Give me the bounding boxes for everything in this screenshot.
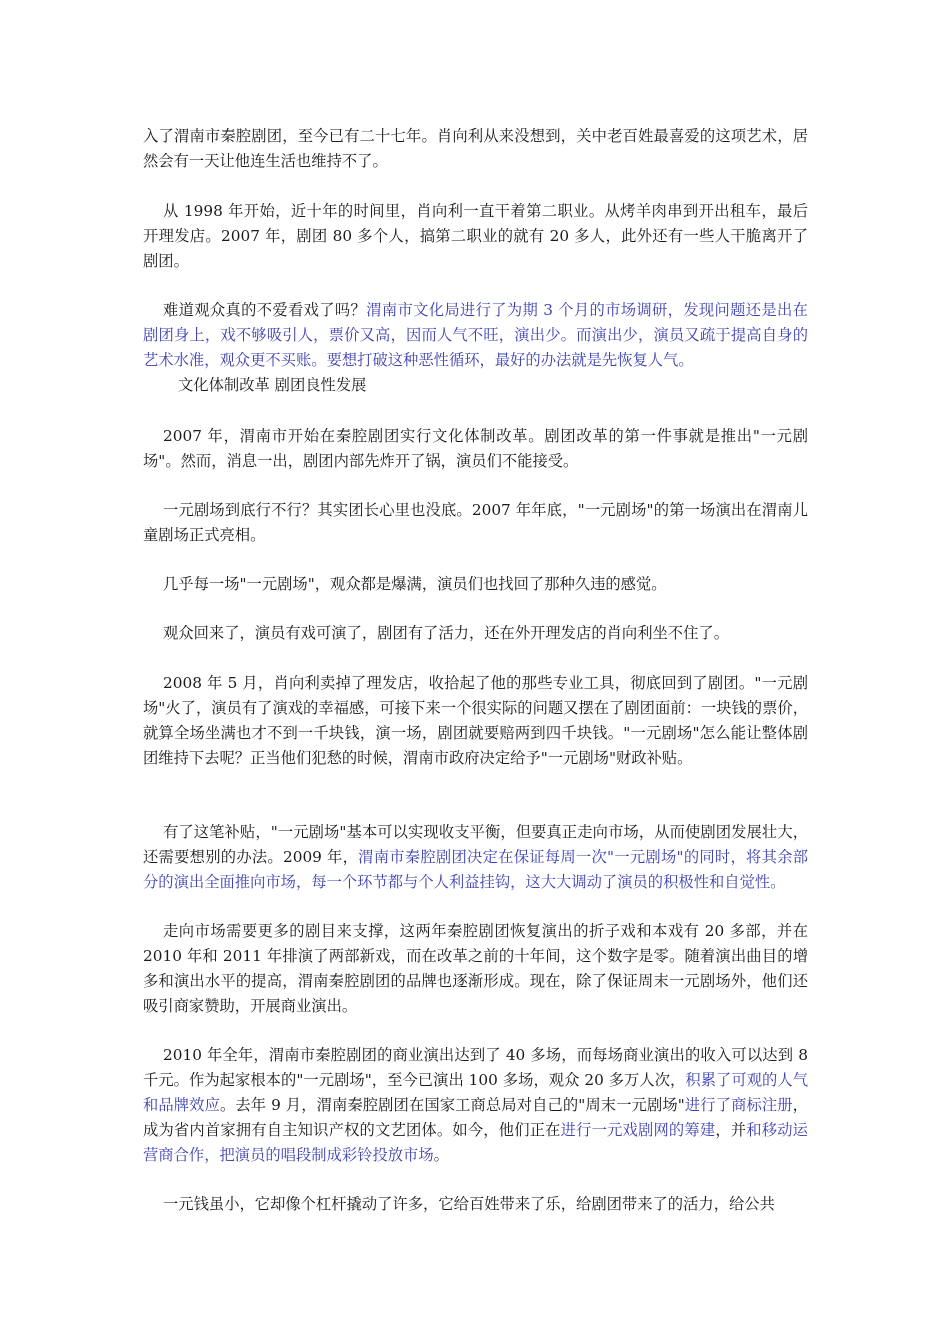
paragraph-text: 几乎每一场"一元剧场"，观众都是爆满，演员们也找回了那种久违的感觉。 [163, 575, 667, 593]
paragraph-text: 2010 年全年，渭南市秦腔剧团的商业演出达到了 40 多场，而每场商业演出的收入可以达到 8 千元。作为起家根本的"一元剧场"，至今已演出 100 多场，观众 20 多万人次， [143, 1046, 808, 1089]
paragraph-7 [143, 621, 729, 646]
paragraph-1 [143, 124, 808, 174]
paragraph-3 [143, 298, 808, 373]
highlighted-text: 渭南市秦腔剧团决定在保证每周一次"一元剧场"的同时，将其余部分的演出全面推向市场，每一个环节都与个人利益挂钩，这大大调动了演员的积极性和自觉性。 [143, 848, 809, 891]
section-heading [143, 373, 366, 398]
paragraph-text: ，成为省内首家拥有自主知识产权的文艺团体。如今，他们正在 [143, 1096, 808, 1139]
paragraph-text: 从 1998 年开始，近十年的时间里，肖向利一直干着第二职业。从烤羊肉串到开出租车，最后开理发店。2007 年，剧团 80 多个人，搞第二职业的就有 20 多人，此外还有一些人干脆离开了剧团。 [143, 202, 808, 270]
paragraph-text: 难道观众真的不爱看戏了吗？ [163, 301, 367, 319]
paragraph-text: 文化体制改革 剧团良性发展 [178, 376, 367, 394]
paragraph-text: 2007 年，渭南市开始在秦腔剧团实行文化体制改革。剧团改革的第一件事就是推出"一元剧场"。然而，消息一出，剧团内部先炸开了锅，演员们不能接受。 [143, 427, 808, 470]
paragraph-text: 。去年 9 月，渭南秦腔剧团在国家工商总局对自己的"周末一元剧场" [219, 1096, 685, 1114]
paragraph-text: 。 [433, 1146, 449, 1164]
highlighted-text: 和移动运营商合作，把演员的唱段制成彩铃投放市场 [143, 1121, 808, 1164]
paragraph-9 [143, 820, 808, 895]
paragraph-12 [143, 1192, 775, 1217]
paragraph-text: 入了渭南市秦腔剧团，至今已有二十七年。肖向利从来没想到，关中老百姓最喜爱的这项艺术，居然会有一天让他连生活也维持不了。 [143, 127, 808, 170]
paragraph-4 [143, 424, 808, 474]
paragraph-11 [143, 1043, 808, 1168]
paragraph-8 [143, 671, 808, 771]
paragraph-6 [143, 572, 667, 597]
paragraph-text: 一元剧场到底行不行？其实团长心里也没底。2007 年年底，"一元剧场"的第一场演出在渭南儿童剧场正式亮相。 [143, 501, 808, 544]
highlighted-text: 积累了可观的人气和品牌效应 [143, 1071, 808, 1114]
paragraph-text: ，并 [715, 1121, 747, 1139]
paragraph-text: 2008 年 5 月，肖向利卖掉了理发店，收拾起了他的那些专业工具，彻底回到了剧团。"一元剧场"火了，演员有了演戏的幸福感，可接下来一个很实际的问题又摆在了剧团面前：一块钱的票价，就算全场坐满也才不到一千块钱，演一场，剧团就要赔两到四千块钱。"一元剧场"怎么能让整体剧团维持下去呢？正当他们犯愁的时候，渭南市政府决定给予"一元剧场"财政补贴。 [143, 674, 808, 767]
paragraph-10 [143, 919, 808, 1019]
paragraph-text: 走向市场需要更多的剧目来支撑，这两年秦腔剧团恢复演出的折子戏和本戏有 20 多部，并在 2010 年和 2011 年排演了两部新戏，而在改革之前的十年间，这个数字是零。随着演出曲目的增多和演出水平的提高，渭南秦腔剧团的品牌也逐渐形成。现在，除了保证周末一元剧场外，他们还吸引商家赞助，开展商业演出。 [143, 922, 808, 1015]
highlighted-text: 进行了商标注册 [684, 1096, 793, 1114]
highlighted-text: 渭南市文化局进行了为期 3 个月的市场调研，发现问题还是出在剧团身上，戏不够吸引人，票价又高，因而人气不旺，演出少。而演出少，演员又疏于提高自身的艺术水准，观众更不买账。要想打破这种恶性循环，最好的办法就是先恢复人气。 [143, 301, 808, 369]
paragraph-text: 观众回来了，演员有戏可演了，剧团有了活力，还在外开理发店的肖向利坐不住了。 [163, 624, 729, 642]
paragraph-5 [143, 498, 808, 548]
paragraph-text: 有了这笔补贴，"一元剧场"基本可以实现收支平衡，但要真正走向市场，从而使剧团发展壮大，还需要想别的办法。2009 年， [143, 823, 808, 866]
paragraph-2 [143, 199, 808, 274]
highlighted-text: 进行一元戏剧网的筹建 [560, 1121, 716, 1139]
paragraph-text: 一元钱虽小，它却像个杠杆撬动了许多，它给百姓带来了乐，给剧团带来了的活力，给公共 [163, 1195, 775, 1213]
